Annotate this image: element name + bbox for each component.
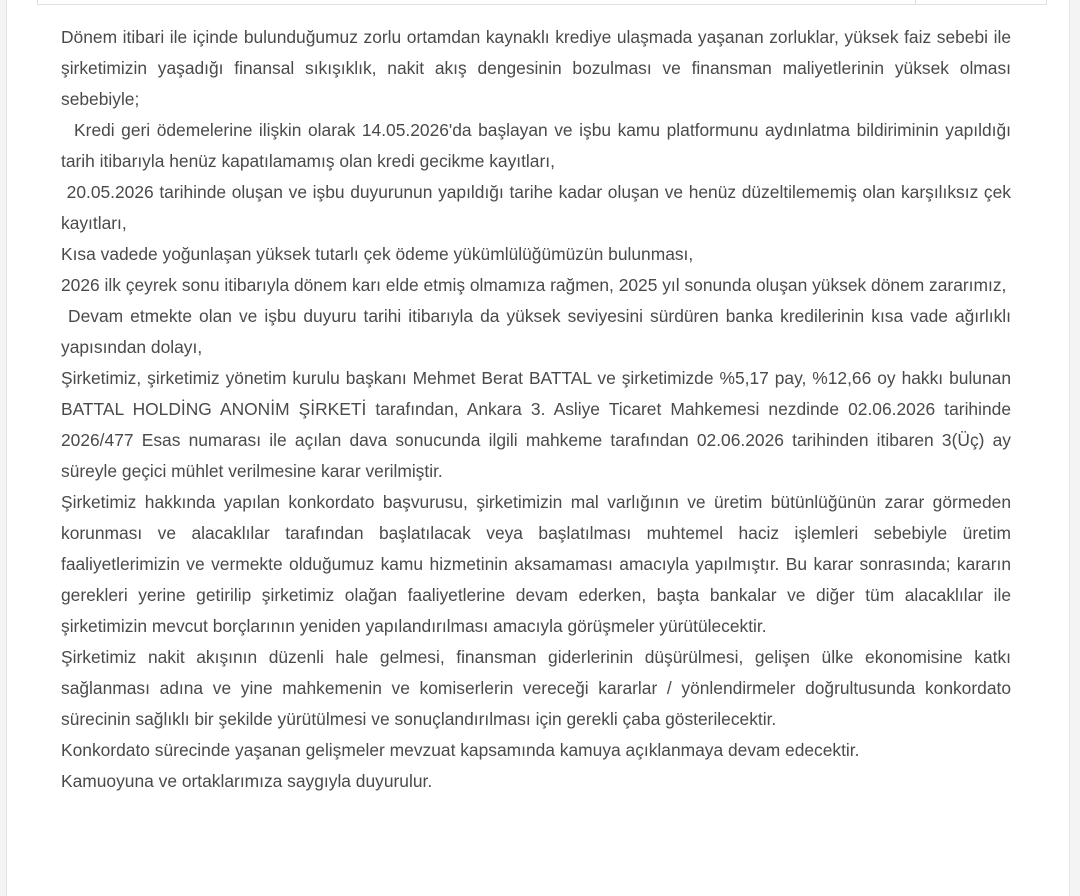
paragraph-credit-delays: Kredi geri ödemelerine ilişkin olarak 14.05.2026'da başlayan ve işbu kamu platformunu aydınlatma bildiriminin yapıldığı tarih itibarıyla henüz kapatılamamış olan kredi gecikme kayıtları, [61,120,1011,171]
paragraph-concordat-effort: Şirketimiz nakit akışının düzenli hale gelmesi, finansman giderlerinin düşürülmesi, gelişen ülke ekonomisine katkı sağlanması adına ve yine mahkemenin ve komiserlerin vereceği kararlar / yönlendirmeler doğrultusunda konkordato sürecinin sağlıklı bir şekilde yürütülmesi ve sonuçlandırılması için gerekli çaba gösterilecektir. [61,647,1011,729]
table-cell-divider [915,0,916,5]
paragraph-intro: Dönem itibari ile içinde bulunduğumuz zorlu ortamdan kaynaklı krediye ulaşmada yaşanan zorluklar, yüksek faiz sebebi ile şirketimizin yaşadığı finansal sıkışıklık, nakit akış dengesinin bozulması ve finansman maliyetlerinin yüksek olması sebebiyle; [61,27,1011,109]
paragraph-closing: Kamuoyuna ve ortaklarımıza saygıyla duyurulur. [61,771,433,791]
paragraph-court-decision: Şirketimiz, şirketimiz yönetim kurulu başkanı Mehmet Berat BATTAL ve şirketimizde %5,17 pay, %12,66 oy hakkı bulunan BATTAL HOLDİNG ANONİM ŞİRKETİ tarafından, Ankara 3. Asliye Ticaret Mahkemesi nezdinde 02.06.2026 tarihinde 2026/477 Esas numarası ile açılan dava sonucunda ilgili mahkeme tarafından 02.06.2026 tarihinden itibaren 3(Üç) ay süreyle geçici mühlet verilmesine karar verilmiştir. [61,368,1011,481]
paragraph-bounced-checks: 20.05.2026 tarihinde oluşan ve işbu duyurunun yapıldığı tarihe kadar oluşan ve henüz düzeltilememiş olan karşılıksız çek kayıtları, [61,182,1011,233]
paragraph-short-term-loans: Devam etmekte olan ve işbu duyuru tarihi itibarıyla da yüksek seviyesini sürdüren banka kredilerinin kısa vade ağırlıklı yapısından dolayı, [61,306,1011,357]
paragraph-check-obligations: Kısa vadede yoğunlaşan yüksek tutarlı çek ödeme yükümlülüğümüzün bulunması, [61,244,694,264]
document-page [6,0,1070,896]
paragraph-period-loss: 2026 ilk çeyrek sonu itibarıyla dönem karı elde etmiş olmamıza rağmen, 2025 yıl sonunda oluşan yüksek dönem zararımız, [61,275,1007,295]
announcement-body [61,22,1011,797]
paragraph-concordat-purpose: Şirketimiz hakkında yapılan konkordato başvurusu, şirketimizin mal varlığının ve üretim bütünlüğünün zarar görmeden korunması ve alacaklılar tarafından başlatılacak veya başlatılması muhtemel haciz işlemleri sebebiyle üretim faaliyetlerimizin ve vermekte olduğumuz kamu hizmetinin aksamaması amacıyla yapılmıştır. Bu karar sonrasında; kararın gerekleri yerine getirilip şirketimiz olağan faaliyetlerine devam ederken, başta bankalar ve diğer tüm alacaklılar ile şirketimizin mevcut borçlarının yeniden yapılandırılması amacıyla görüşmeler yürütülecektir. [61,492,1011,636]
paragraph-disclosure-notice: Konkordato sürecinde yaşanan gelişmeler mevzuat kapsamında kamuya açıklanmaya devam edecektir. [61,740,860,760]
table-bottom-edge [37,0,1047,5]
